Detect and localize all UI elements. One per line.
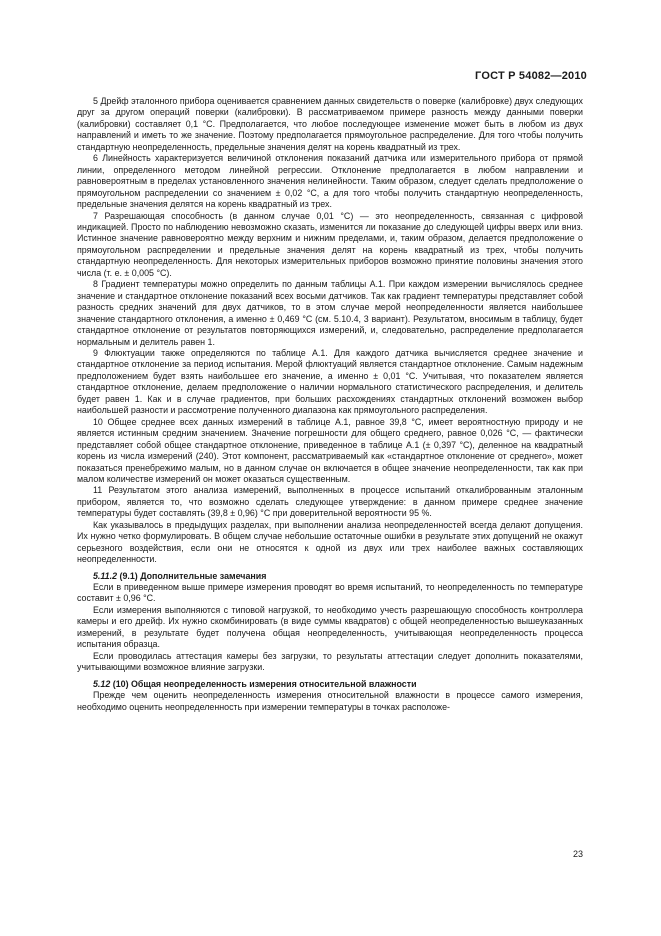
paragraph-gradient: 8 Градиент температуры можно определить по данным таблицы А.1. При каждом измерении вычислялось среднее значение и стандартное отклонение показаний всех восьми датчиков. Так как градиент температуры представляет собой разность средних значений для двух датчиков, то в этом случае мерой неопределенности является наибольшее значение стандартного отклонения, а именно ± 0,469 °C (см. 5.10.4, 3 вариант). Результатом, вносимым в таблицу, будет стандартное отклонение от результатов повторяющихся измерений, и, следовательно, распределение предполагается нормальным и делитель равен 1. <box>77 279 583 347</box>
paragraph-assumptions: Как указывалось в предыдущих разделах, при выполнении анализа неопределенностей всегда делают допущения. Их нужно четко формулировать. В общем случае небольшие остаточные ошибки в результате этих допущений не окажут серьезного воздействия, если они не относятся к одной из двух или трех наиболее важных составляющих неопределенности. <box>77 519 583 565</box>
paragraph-drift: 5 Дрейф эталонного прибора оценивается сравнением данных свидетельств о поверке (калибровке) двух следующих друг за другом операций поверки (калибровки). В рассматриваемом примере разность между данными поверки (калибровки) составляет 0,1 °C. Предполагается, что любое последующее изменение может быть в любом из двух направлений и иметь то же значение. Поэтому предполагается прямоугольное распределение. Для того чтобы получить стандартную неопределенность, предельные значения делят на корень квадратный из трех. <box>77 96 583 152</box>
page-number: 23 <box>572 849 583 859</box>
section-ref: (10) <box>112 678 129 689</box>
section-heading-5-11-2 <box>77 571 583 582</box>
paragraph-result: 11 Результатом этого анализа измерений, выполненных в процессе испытаний откалиброванным эталонным прибором, является то, что возможно сделать следующее утверждение: в данном примере среднее значение температуры будет составлять (39,8 ± 0,96) °C при доверительной вероятности 95 %. <box>77 485 583 519</box>
document-body <box>77 96 583 713</box>
paragraph-linearity: 6 Линейность характеризуется величиной отклонения показаний датчика или измерительного прибора от прямой линии, определенного методом линейной регрессии. Отклонение предполагается в любом направлении и равновероятным в пределах установленного значения нелинейности. Таким образом, следует сделать предположение о прямоугольном распределении со значением ± 0,02 °C, а для того чтобы получить стандартную неопределенность, предельные значения делятся на корень квадратный из трех. <box>77 153 583 210</box>
section-title: Дополнительные замечания <box>140 570 267 581</box>
paragraph-humidity: Прежде чем оценить неопределенность измерения относительной влажности в процессе самого измерения, необходимо оценить неопределенность при измерении температуры в точках расположе- <box>77 690 583 712</box>
section-number: 5.12 <box>93 678 111 689</box>
paragraph-fluctuations: 9 Флюктуации также определяются по таблице А.1. Для каждого датчика вычисляется среднее значение и стандартное отклонение за период испытания. Мерой флюктуаций является стандартное отклонение. Самым надежным предположением будет взять наибольшее его значение, а именно ± 0,01 °C. Учитывая, что показателем является стандартное отклонение, делаем предположение о наличии нормального статистического распределения, и делитель будет равен 1. Как и в случае градиентов, при больших расхождениях стандартных отклонений возможен выбор наибольшей разности и рассмотрение полученного диапазона как прямоугольного распределения. <box>77 347 583 416</box>
standard-header: ГОСТ Р 54082—2010 <box>475 70 587 82</box>
section-number: 5.11.2 <box>93 570 118 581</box>
paragraph-additional-1: Если в приведенном выше примере измерения проводят во время испытаний, то неопределенность по температуре составит ± 0,96 °C. <box>77 582 583 604</box>
section-title: Общая неопределенность измерения относительной влажности <box>131 678 417 689</box>
paragraph-resolution: 7 Разрешающая способность (в данном случае 0,01 °C) — это неопределенность, связанная с цифровой индикацией. Просто по наблюдению невозможно сказать, изменится ли показание до следующей цифры вверх или вниз. Истинное значение равновероятно между верхним и нижним пределами, и, таким образом, делается предположение о прямоугольном распределении и предельные значения делят на корень квадратный из трех, чтобы получить стандартную неопределенность. Для некоторых измерительных приборов возможно принятие половины значения этого числа (т. е. ± 0,005 °C). <box>77 210 583 278</box>
paragraph-additional-2: Если измерения выполняются с типовой нагрузкой, то необходимо учесть разрешающую способность контроллера камеры и его дрейф. Их нужно скомбинировать (в виде суммы квадратов) с общей неопределенностью вышеуказанных измерений, в результате будет получена общая неопределенность, учитывающая неопределенность процесса испытания образца. <box>77 604 583 650</box>
section-ref: (9.1) <box>119 570 138 581</box>
section-heading-5-12 <box>77 679 583 690</box>
paragraph-additional-3: Если проводилась аттестация камеры без загрузки, то результаты аттестации следует дополнить показателями, учитывающими возможное влияние загрузки. <box>77 650 583 673</box>
paragraph-overall-mean: 10 Общее среднее всех данных измерений в таблице А.1, равное 39,8 °C, имеет вероятностную природу и не является истинным средним значением. Значение погрешности для общего среднего, равное 0,026 °C, — фактически представляет собой общее стандартное отклонение, приведенное в таблице А.1 (± 0,397 °C), деленное на квадратный корень из числа измерений (240). Этот компонент, рассматриваемый как «стандартное отклонение от среднего», может показаться пренебрежимо малым, но в данном случае он включается в общее значение неопределенности, так как при малом количестве измерений он может оказаться существенным. <box>77 416 583 484</box>
